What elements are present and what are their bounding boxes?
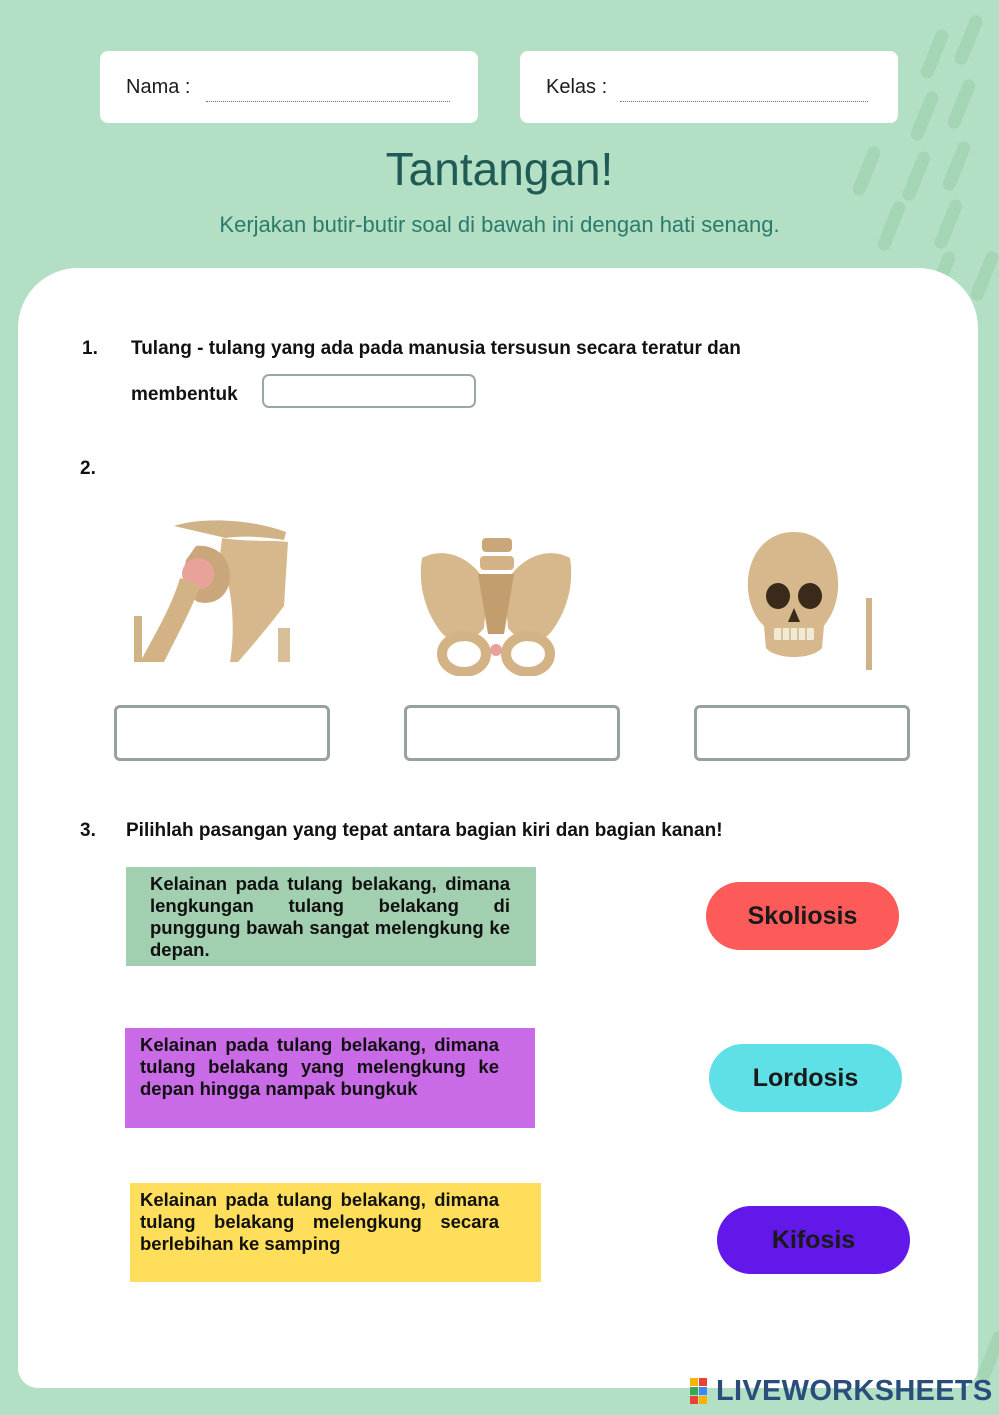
question-1-text-line2: membentuk bbox=[131, 384, 238, 405]
page-subtitle: Kerjakan butir-butir soal di bawah ini dengan hati senang. bbox=[219, 212, 780, 237]
shoulder-answer-input[interactable] bbox=[114, 705, 330, 761]
class-label: Kelas : bbox=[546, 76, 608, 98]
pelvis-bone-image bbox=[418, 518, 574, 676]
liveworksheets-logo bbox=[690, 1374, 993, 1408]
class-field-box bbox=[520, 51, 898, 123]
match-description-2[interactable]: Kelainan pada tulang belakang, dimana tulang belakang yang melengkung ke depan hingga nampak bungkuk bbox=[125, 1028, 535, 1128]
option-lordosis[interactable]: Lordosis bbox=[709, 1044, 902, 1112]
option-skoliosis[interactable]: Skoliosis bbox=[706, 882, 899, 950]
match-description-3[interactable]: Kelainan pada tulang belakang, dimana tulang belakang melengkung secara berlebihan ke samping bbox=[130, 1183, 541, 1282]
name-field-box bbox=[100, 51, 478, 123]
question-1-answer-input[interactable] bbox=[262, 374, 476, 408]
shoulder-bone-image bbox=[134, 516, 292, 664]
pelvis-answer-input[interactable] bbox=[404, 705, 620, 761]
liveworksheets-logo-text: LIVEWORKSHEETS bbox=[716, 1374, 993, 1407]
page-title: Tantangan! bbox=[385, 143, 614, 195]
question-3-text: Pilihlah pasangan yang tepat antara bagian kiri dan bagian kanan! bbox=[126, 820, 723, 841]
question-1-number: 1. bbox=[82, 338, 98, 359]
name-label: Nama : bbox=[126, 76, 191, 98]
question-2-number: 2. bbox=[80, 458, 96, 479]
skull-answer-input[interactable] bbox=[694, 705, 910, 761]
class-input-line[interactable] bbox=[620, 101, 868, 102]
name-input-line[interactable] bbox=[206, 101, 450, 102]
liveworksheets-logo-icon bbox=[690, 1378, 716, 1404]
option-kifosis[interactable]: Kifosis bbox=[717, 1206, 910, 1274]
question-3-number: 3. bbox=[80, 820, 96, 841]
skull-image bbox=[716, 528, 872, 674]
question-1-text-line1: Tulang - tulang yang ada pada manusia tersusun secara teratur dan bbox=[131, 338, 741, 359]
match-description-1[interactable]: Kelainan pada tulang belakang, dimana lengkungan tulang belakang di punggung bawah sangat melengkung ke depan. bbox=[126, 867, 536, 966]
